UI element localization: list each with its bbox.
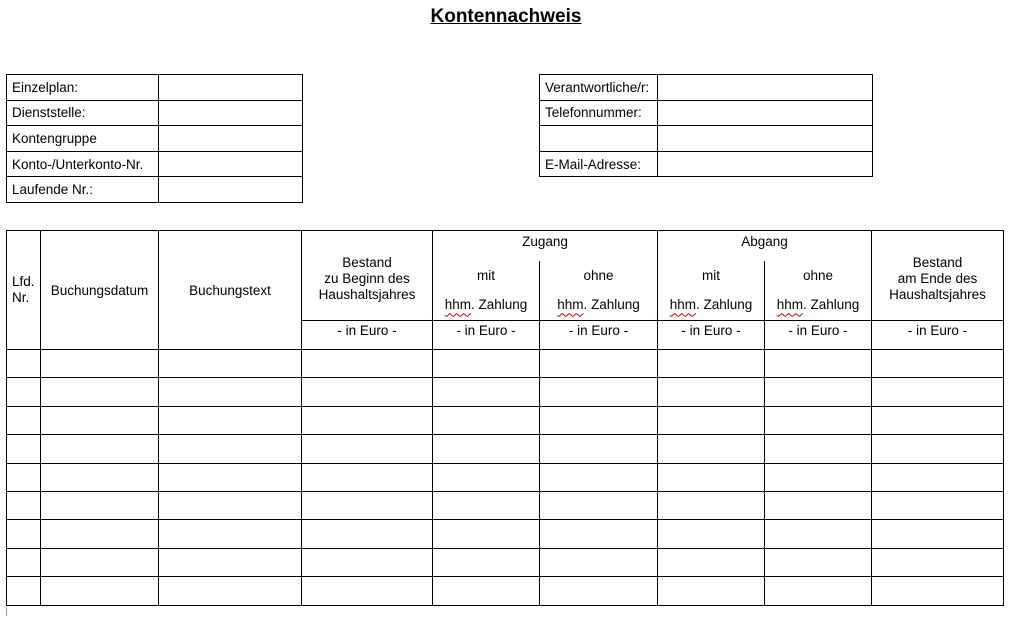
zahlung-label: . Zahlung xyxy=(696,297,753,313)
mit-label: mit xyxy=(477,268,495,284)
cell-abgang-mit[interactable] xyxy=(658,577,765,605)
table-row xyxy=(7,577,1004,605)
table-row xyxy=(7,463,1004,491)
konto-field[interactable] xyxy=(159,151,303,177)
cell-lfd-nr[interactable] xyxy=(7,350,41,378)
info-row-einzelplan xyxy=(7,75,303,101)
cell-zugang-ohne[interactable] xyxy=(540,435,658,463)
ohne-label: ohne xyxy=(803,268,834,284)
info-label: Dienststelle: xyxy=(7,100,159,126)
einzelplan-field[interactable] xyxy=(159,75,303,101)
info-table-right xyxy=(539,74,873,177)
cell-zugang-ohne[interactable] xyxy=(540,350,658,378)
cell-zugang-ohne[interactable] xyxy=(540,406,658,434)
cell-lfd-nr[interactable] xyxy=(7,548,41,576)
cell-abgang-mit[interactable] xyxy=(658,350,765,378)
ledger-header-row-1 xyxy=(7,231,1004,261)
info-label: Laufende Nr.: xyxy=(7,177,159,203)
table-row xyxy=(7,491,1004,519)
cell-buchungstext[interactable] xyxy=(159,406,302,434)
cell-buchungstext[interactable] xyxy=(159,548,302,576)
cell-bestand-ende[interactable] xyxy=(872,548,1004,576)
cell-lfd-nr[interactable] xyxy=(7,406,41,434)
cell-lfd-nr[interactable] xyxy=(7,520,41,548)
laufende-nr-field[interactable] xyxy=(159,177,303,203)
col-header-abgang-ohne xyxy=(765,261,872,321)
info-row-verantwortliche xyxy=(540,75,873,101)
hhm-label: hhm xyxy=(444,297,471,313)
cell-bestand-ende[interactable] xyxy=(872,378,1004,406)
cell-abgang-ohne[interactable] xyxy=(765,548,872,576)
cell-buchungstext[interactable] xyxy=(159,435,302,463)
cell-abgang-mit[interactable] xyxy=(658,548,765,576)
cell-bestand-ende[interactable] xyxy=(872,520,1004,548)
cell-zugang-ohne[interactable] xyxy=(540,463,658,491)
col-header-abgang-mit xyxy=(658,261,765,321)
mit-label: mit xyxy=(702,268,721,284)
info-label: Telefonnummer: xyxy=(540,100,658,126)
cell-buchungsdatum[interactable] xyxy=(41,577,159,605)
email-field[interactable] xyxy=(658,151,873,177)
cell-buchungstext[interactable] xyxy=(159,491,302,519)
cell-zugang-mit[interactable] xyxy=(433,378,540,406)
telefon-field[interactable] xyxy=(658,100,873,126)
cell-zugang-ohne[interactable] xyxy=(540,491,658,519)
cell-buchungstext[interactable] xyxy=(159,520,302,548)
col-header-lfd-nr xyxy=(7,231,41,350)
col-header-zugang-ohne xyxy=(540,261,658,321)
page-title: Kontennachweis xyxy=(430,6,582,27)
cell-zugang-ohne[interactable] xyxy=(540,520,658,548)
cell-abgang-ohne[interactable] xyxy=(765,378,872,406)
unit-label-bestand-ende: - in Euro - xyxy=(872,321,1004,350)
group-header-zugang: Zugang xyxy=(433,231,658,261)
cell-zugang-ohne[interactable] xyxy=(540,548,658,576)
info-label: Kontengruppe xyxy=(7,126,159,152)
cell-abgang-ohne[interactable] xyxy=(765,350,872,378)
cell-zugang-mit[interactable] xyxy=(433,406,540,434)
ledger-table xyxy=(6,230,1004,606)
cell-abgang-ohne[interactable] xyxy=(765,520,872,548)
cell-buchungstext[interactable] xyxy=(159,378,302,406)
info-label: Konto-/Unterkonto-Nr. xyxy=(7,151,159,177)
cell-bestand-beginn[interactable] xyxy=(302,406,433,434)
col-header-lfd-line1: Lfd. xyxy=(12,274,35,289)
info-row-blank xyxy=(540,126,873,152)
group-header-abgang: Abgang xyxy=(658,231,872,261)
table-row xyxy=(7,520,1004,548)
unit-label-bestand-beginn: - in Euro - xyxy=(302,321,433,350)
hhm-label: hhm xyxy=(776,297,803,313)
cell-bestand-ende[interactable] xyxy=(872,350,1004,378)
cell-abgang-mit[interactable] xyxy=(658,378,765,406)
cell-buchungsdatum[interactable] xyxy=(41,406,159,434)
cell-bestand-beginn[interactable] xyxy=(302,463,433,491)
cell-abgang-ohne[interactable] xyxy=(765,463,872,491)
cell-lfd-nr[interactable] xyxy=(7,463,41,491)
cell-bestand-beginn[interactable] xyxy=(302,548,433,576)
table-row xyxy=(7,378,1004,406)
col-header-bestand-beginn-line3: Haushaltsjahres xyxy=(318,286,416,302)
unit-label-abgang-mit: - in Euro - xyxy=(658,321,765,350)
col-header-buchungstext: Buchungstext xyxy=(159,231,302,350)
col-header-buchungsdatum: Buchungsdatum xyxy=(41,231,159,350)
cell-buchungstext[interactable] xyxy=(159,350,302,378)
cell-zugang-mit[interactable] xyxy=(433,520,540,548)
info-label: Einzelplan: xyxy=(7,75,159,101)
table-row xyxy=(7,548,1004,576)
cell-zugang-ohne[interactable] xyxy=(540,577,658,605)
col-header-bestand-ende-line3: Haushaltsjahres xyxy=(889,286,986,302)
info-table-left xyxy=(6,74,303,203)
cell-bestand-beginn[interactable] xyxy=(302,435,433,463)
zahlung-label: . Zahlung xyxy=(583,297,640,313)
cell-buchungsdatum[interactable] xyxy=(41,378,159,406)
text-cursor xyxy=(6,607,7,616)
ledger-body xyxy=(7,350,1004,606)
ohne-label: ohne xyxy=(583,268,614,284)
info-label: Verantwortliche/r: xyxy=(540,75,658,101)
cell-zugang-mit[interactable] xyxy=(433,548,540,576)
info-row-kontengruppe xyxy=(7,126,303,152)
cell-buchungsdatum[interactable] xyxy=(41,350,159,378)
cell-abgang-mit[interactable] xyxy=(658,491,765,519)
cell-abgang-mit[interactable] xyxy=(658,435,765,463)
unit-label-zugang-ohne: - in Euro - xyxy=(540,321,658,350)
cell-abgang-ohne[interactable] xyxy=(765,577,872,605)
kontengruppe-field[interactable] xyxy=(159,126,303,152)
cell-buchungsdatum[interactable] xyxy=(41,463,159,491)
cell-abgang-ohne[interactable] xyxy=(765,406,872,434)
unit-label-zugang-mit: - in Euro - xyxy=(433,321,540,350)
cell-bestand-ende[interactable] xyxy=(872,577,1004,605)
cell-abgang-ohne[interactable] xyxy=(765,435,872,463)
cell-zugang-mit[interactable] xyxy=(433,463,540,491)
col-header-bestand-beginn xyxy=(302,231,433,321)
col-header-bestand-ende-line1: Bestand xyxy=(912,254,963,270)
col-header-bestand-ende-line2: am Ende des xyxy=(897,270,978,286)
cell-bestand-ende[interactable] xyxy=(872,435,1004,463)
hhm-label: hhm xyxy=(669,297,696,313)
cell-lfd-nr[interactable] xyxy=(7,577,41,605)
verantwortliche-field[interactable] xyxy=(658,75,873,101)
cell-buchungsdatum[interactable] xyxy=(41,520,159,548)
info-row-telefon xyxy=(540,100,873,126)
cell-bestand-ende[interactable] xyxy=(872,463,1004,491)
cell-bestand-ende[interactable] xyxy=(872,406,1004,434)
col-header-bestand-ende xyxy=(872,231,1004,321)
cell-zugang-mit[interactable] xyxy=(433,577,540,605)
cell-bestand-beginn[interactable] xyxy=(302,520,433,548)
cell-abgang-ohne[interactable] xyxy=(765,491,872,519)
cell-zugang-mit[interactable] xyxy=(433,491,540,519)
dienststelle-field[interactable] xyxy=(159,100,303,126)
col-header-bestand-beginn-line2: zu Beginn des xyxy=(324,270,410,286)
table-row xyxy=(7,435,1004,463)
table-row xyxy=(7,406,1004,434)
col-header-lfd-line2: Nr. xyxy=(12,290,30,305)
cell-abgang-mit[interactable] xyxy=(658,520,765,548)
hhm-label: hhm xyxy=(557,297,584,313)
info-label: E-Mail-Adresse: xyxy=(540,151,658,177)
cell-lfd-nr[interactable] xyxy=(7,491,41,519)
cell-lfd-nr[interactable] xyxy=(7,435,41,463)
info-row-email xyxy=(540,151,873,177)
table-row xyxy=(7,350,1004,378)
cell-bestand-beginn[interactable] xyxy=(302,491,433,519)
info-label xyxy=(540,126,658,152)
info-row-dienststelle xyxy=(7,100,303,126)
col-header-bestand-beginn-line1: Bestand xyxy=(342,254,392,270)
cell-zugang-ohne[interactable] xyxy=(540,378,658,406)
cell-abgang-mit[interactable] xyxy=(658,463,765,491)
col-header-zugang-mit xyxy=(433,261,540,321)
cell-bestand-beginn[interactable] xyxy=(302,378,433,406)
cell-bestand-beginn[interactable] xyxy=(302,350,433,378)
cell-zugang-mit[interactable] xyxy=(433,435,540,463)
cell-bestand-beginn[interactable] xyxy=(302,577,433,605)
cell-buchungsdatum[interactable] xyxy=(41,435,159,463)
blank-field[interactable] xyxy=(658,126,873,152)
cell-buchungsdatum[interactable] xyxy=(41,491,159,519)
info-row-laufende-nr xyxy=(7,177,303,203)
cell-abgang-mit[interactable] xyxy=(658,406,765,434)
cell-zugang-mit[interactable] xyxy=(433,350,540,378)
zahlung-label: . Zahlung xyxy=(470,297,528,313)
cell-bestand-ende[interactable] xyxy=(872,491,1004,519)
cell-buchungsdatum[interactable] xyxy=(41,548,159,576)
cell-lfd-nr[interactable] xyxy=(7,378,41,406)
info-row-konto xyxy=(7,151,303,177)
zahlung-label: . Zahlung xyxy=(803,297,860,313)
cell-buchungstext[interactable] xyxy=(159,577,302,605)
cell-buchungstext[interactable] xyxy=(159,463,302,491)
unit-label-abgang-ohne: - in Euro - xyxy=(765,321,872,350)
